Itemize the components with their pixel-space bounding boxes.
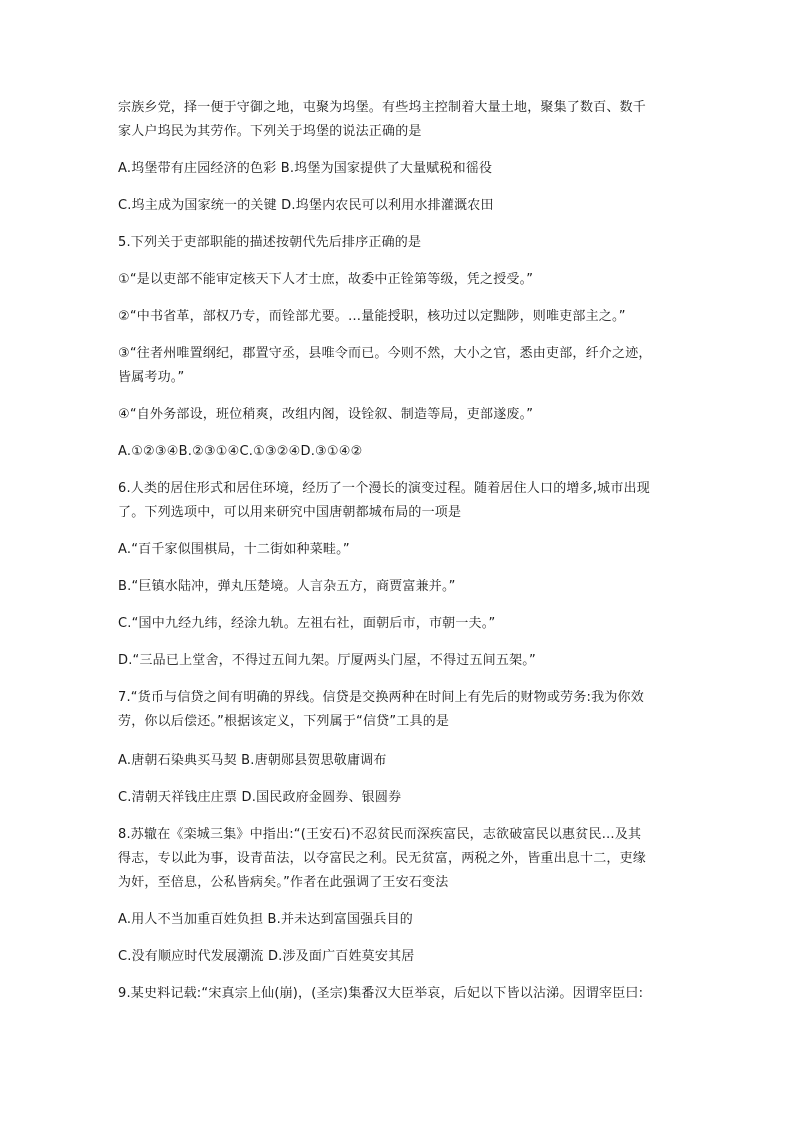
q5-quote-3-line-1: ③“往者州唯置纲纪，郡置守丞，县唯令而已。今则不然，大小之官，悉由吏部，纤介之迹， [118, 346, 652, 361]
q9-stem-line-1: 9.某史料记载:“宋真宗上仙(崩)，(圣宗)集番汉大臣举哀，后妃以下皆以沾涕。因谓宰臣曰: [118, 986, 644, 1001]
q6-stem-line-2: 了。下列选项中，可以用来研究中国唐朝都城布局的一项是 [118, 505, 462, 520]
q8-stem-line-2: 得志，专以此为事，设青苗法，以夺富民之利。民无贫富，两税之外，皆重出息十二，吏缘 [118, 851, 647, 866]
q4-stem-line-2: 家人户坞民为其劳作。下列关于坞堡的说法正确的是 [118, 124, 422, 139]
q4-options-cd: C.坞主成为国家统一的关键 D.坞堡内农民可以利用水排灌溉农田 [118, 198, 494, 213]
q7-stem-line-1: 7.“货币与信贷之间有明确的界线。信贷是交换两种在时间上有先后的财物或劳务:我为你效 [118, 690, 644, 705]
q7-options-ab: A.唐朝石染典买马契 B.唐朝郧县贺思敬庸调布 [118, 753, 387, 768]
q6-stem-line-1: 6.人类的居住形式和居住环境，经历了一个漫长的演变过程。随着居住人口的增多,城市出现 [118, 481, 650, 496]
q6-option-b: B.“巨镇水陆冲，弹丸压楚境。人言杂五方，商贾富兼并。” [118, 579, 456, 594]
q5-quote-3-line-2: 皆属考功。” [118, 370, 185, 385]
q5-quote-1: ①“是以吏部不能审定核天下人才士庶，故委中正铨第等级，凭之授受。” [118, 272, 534, 287]
q8-stem-line-1: 8.苏辙在《栾城三集》中指出:“(王安石)不忍贫民而深疾富民，志欲破富民以惠贫民…及其 [118, 827, 642, 842]
q6-option-a: A.“百千家似围棋局，十二街如种菜畦。” [118, 542, 350, 557]
q8-stem-line-3: 为奸，至倍息，公私皆病矣。”作者在此强调了王安石变法 [118, 875, 449, 890]
q4-stem-line-1: 宗族乡党，择一便于守御之地，屯聚为坞堡。有些坞主控制着大量土地，聚集了数百、数千 [118, 100, 647, 115]
q5-quote-2: ②“中书省革，部权乃专，而铨部尤要。…量能授职，核功过以定黜陟，则唯吏部主之。” [118, 309, 626, 324]
q5-stem: 5.下列关于吏部职能的描述按朝代先后排序正确的是 [118, 235, 422, 250]
q7-stem-line-2: 劳，你以后偿还。”根据该定义，下列属于“信贷”工具的是 [118, 714, 450, 729]
q5-options: A.①②③④B.②③①④C.①③②④D.③①④② [118, 444, 363, 459]
q4-options-ab: A.坞堡带有庄园经济的色彩 B.坞堡为国家提供了大量赋税和徭役 [118, 161, 493, 176]
q6-option-c: C.“国中九经九纬，经涂九轨。左祖右社，面朝后市，市朝一夫。” [118, 616, 496, 631]
q8-options-ab: A.用人不当加重百姓负担 B.并未达到富国强兵目的 [118, 912, 413, 927]
q7-options-cd: C.清朝天祥钱庄庄票 D.国民政府金圆券、银圆券 [118, 790, 402, 805]
q5-quote-4: ④“自外务部设，班位稍爽，改组内阁，设铨叙、制造等局，吏部遂废。” [118, 407, 534, 422]
q6-option-d: D.“三品已上堂舍，不得过五间九架。厅厦两头门屋，不得过五间五架。” [118, 653, 536, 668]
q8-options-cd: C.没有顺应时代发展潮流 D.涉及面广百姓莫安其居 [118, 949, 415, 964]
